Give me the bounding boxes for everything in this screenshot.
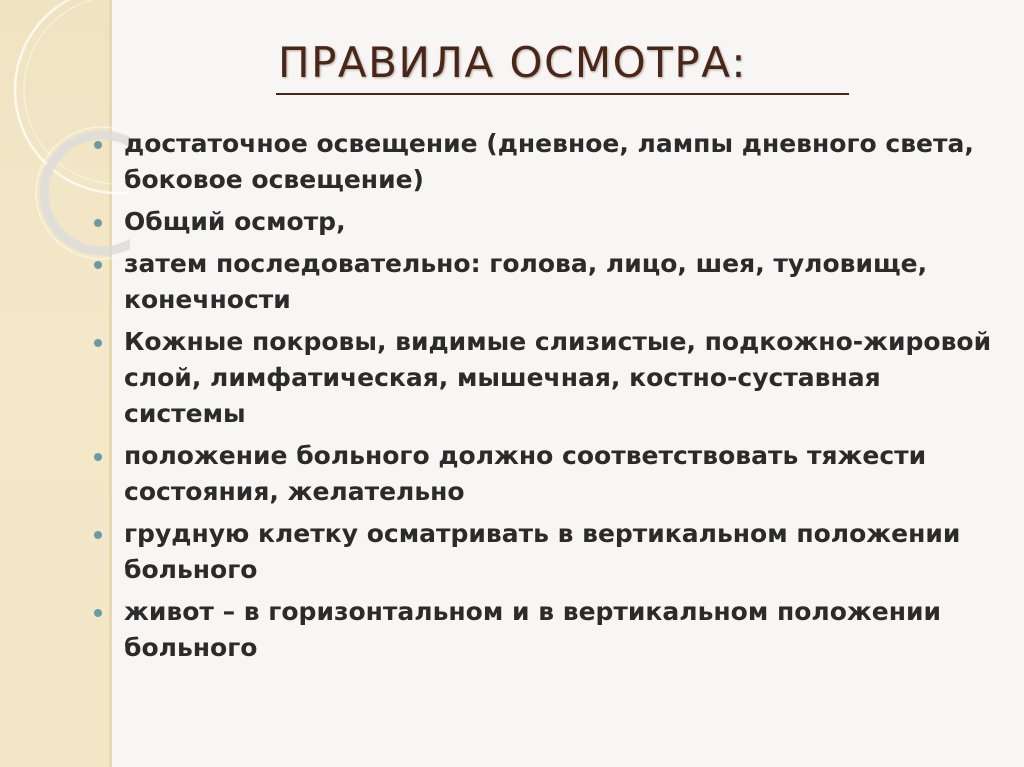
slide-title: ПРАВИЛА ОСМОТРА:	[278, 38, 748, 87]
bullet-dot-icon	[94, 453, 102, 461]
bullet-dot-icon	[94, 609, 102, 617]
list-item-text: грудную клетку осматривать в вертикальном положении больного	[124, 519, 961, 584]
list-item-text: достаточное освещение (дневное, лампы дневного света, боковое освещение)	[124, 129, 974, 194]
list-item-text: Общий осмотр,	[124, 207, 346, 236]
bullet-dot-icon	[94, 261, 102, 269]
list-item-text: затем последовательно: голова, лицо, шея, туловище, конечности	[124, 249, 928, 314]
list-item	[94, 438, 1004, 510]
bullet-dot-icon	[94, 531, 102, 539]
bullet-dot-icon	[94, 141, 102, 149]
list-item-text: Кожные покровы, видимые слизистые, подкожно-жировой слой, лимфатическая, мышечная, костно-суставная системы	[124, 327, 992, 428]
bullet-dot-icon	[94, 219, 102, 227]
bullet-dot-icon	[94, 339, 102, 347]
list-item	[94, 126, 1004, 198]
list-item	[94, 246, 1004, 318]
list-item	[94, 204, 1004, 240]
title-underline	[276, 93, 849, 95]
list-item-text: положение больного должно соответствовать тяжести состояния, желательно	[124, 441, 927, 506]
list-item	[94, 516, 1004, 588]
list-item-text: живот – в горизонтальном и в вертикальном положении больного	[124, 597, 942, 662]
list-item	[94, 324, 1004, 432]
rules-list	[94, 126, 1004, 672]
list-item	[94, 594, 1004, 666]
